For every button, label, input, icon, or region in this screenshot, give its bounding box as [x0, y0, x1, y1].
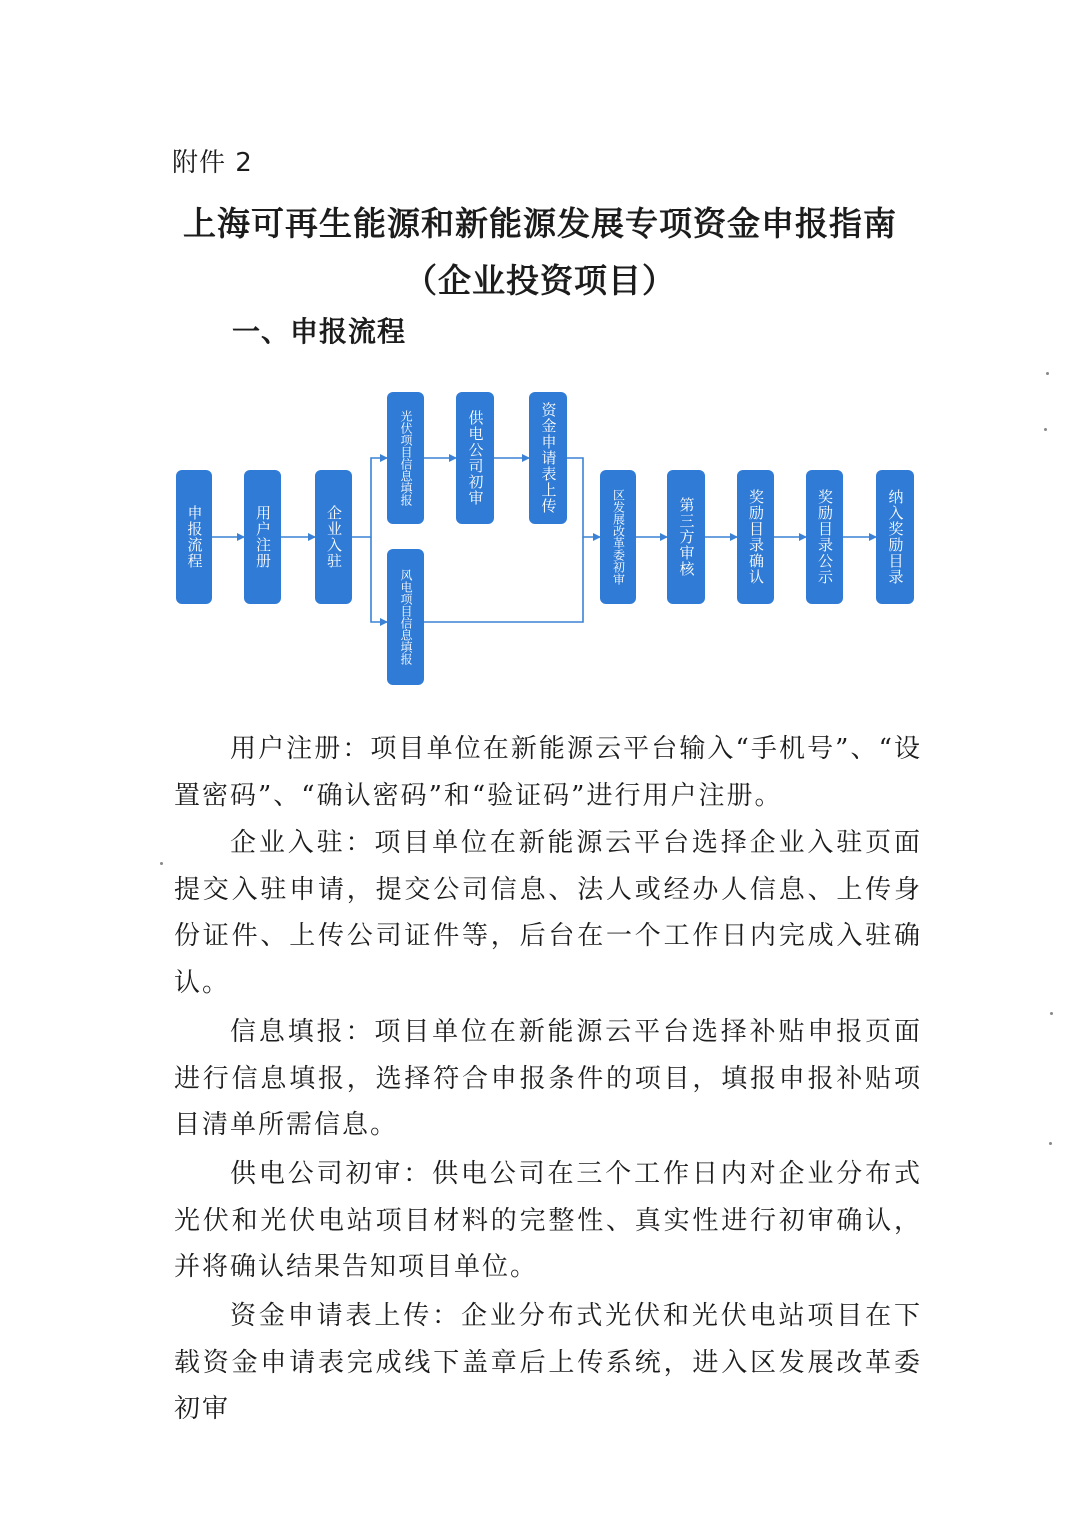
flow-step-pv-info: 光伏项目信息填报 — [387, 392, 424, 524]
paragraph-enterprise-onboarding: 企业入驻：项目单位在新能源云平台选择企业入驻页面提交入驻申请，提交公司信息、法人或经办人信息、上传身份证件、上传公司证件等，后台在一个工作日内完成入驻确认。 — [174, 828, 922, 998]
connector-enterprise-wind — [371, 537, 387, 622]
scan-speck — [1044, 428, 1047, 431]
flow-step-declare: 申报流程 — [176, 470, 212, 604]
flow-step-list-publish: 奖励目录公示 — [806, 470, 843, 604]
attachment-label: 附件 2 — [172, 148, 253, 178]
scan-speck — [1046, 372, 1049, 375]
scan-speck — [1049, 1142, 1052, 1145]
connector-fund-district — [567, 458, 600, 537]
paragraph-info-filling: 信息填报：项目单位在新能源云平台选择补贴申报页面进行信息填报，选择符合申报条件的项目，填报申报补贴项目清单所需信息。 — [174, 1017, 922, 1140]
flow-step-register: 用户注册 — [244, 470, 281, 604]
section-heading: 一、申报流程 — [232, 315, 407, 348]
connector-enterprise-pv — [352, 458, 387, 537]
scan-speck — [160, 862, 163, 865]
scan-speck — [1050, 1012, 1053, 1015]
document-subtitle: （企业投资项目） — [404, 261, 676, 300]
flow-step-list-confirm: 奖励目录确认 — [737, 470, 774, 604]
paragraph-fund-form-upload: 资金申请表上传：企业分布式光伏和光伏电站项目在下载资金申请表完成线下盖章后上传系统，进入区发展改革委初审 — [174, 1301, 922, 1424]
flow-step-wind-info: 风电项目信息填报 — [387, 549, 424, 685]
flow-step-enterprise: 企业入驻 — [315, 470, 352, 604]
flow-step-list-include: 纳入奖励目录 — [876, 470, 914, 604]
connector-wind-district — [424, 537, 583, 622]
document-title: 上海可再生能源和新能源发展专项资金申报指南 — [183, 204, 897, 243]
flow-step-power-review: 供电公司初审 — [456, 392, 494, 524]
paragraph-power-company-review: 供电公司初审：供电公司在三个工作日内对企业分布式光伏和光伏电站项目材料的完整性、真实性进行初审确认，并将确认结果告知项目单位。 — [174, 1159, 922, 1282]
flow-step-third-party: 第三方审核 — [667, 470, 705, 604]
flow-step-district-review: 区发展改革委初审 — [600, 470, 636, 604]
paragraph-user-registration: 用户注册：项目单位在新能源云平台输入“手机号”、“设置密码”、“确认密码”和“验证码”进行用户注册。 — [174, 734, 922, 811]
flow-step-fund-upload: 资金申请表上传 — [529, 392, 567, 524]
